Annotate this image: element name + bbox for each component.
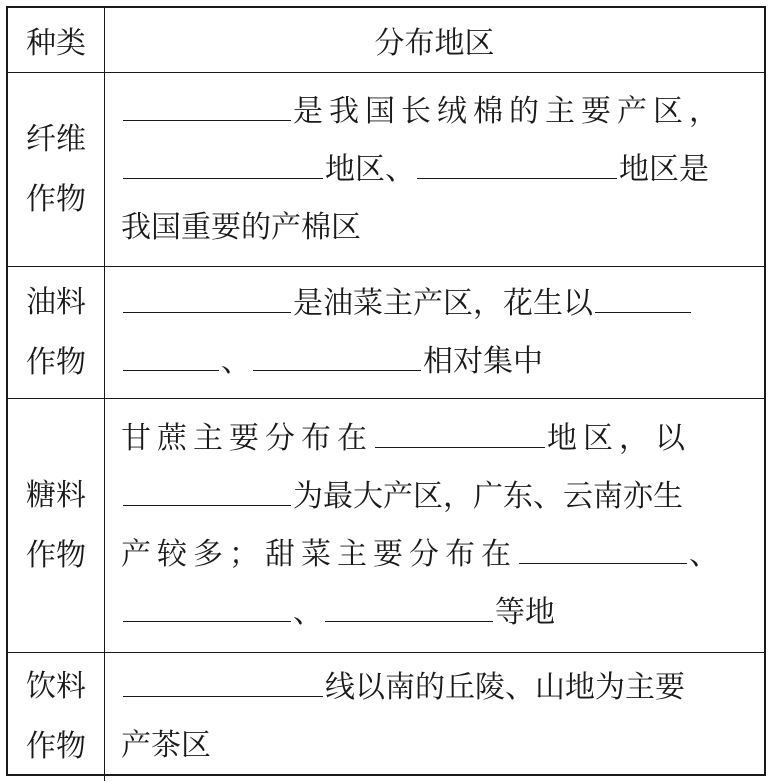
- table-row-oil: [8, 267, 764, 399]
- text-line: [121, 83, 752, 141]
- text-segment: 地区，以: [547, 420, 691, 456]
- crop-type-cell: [8, 73, 105, 267]
- text-line: [121, 410, 752, 468]
- table-row-beverage: [8, 653, 764, 782]
- crop-type-cell: [8, 399, 105, 653]
- fill-blank[interactable]: [595, 282, 691, 313]
- text-segment: 、: [689, 536, 719, 572]
- header-distribution-region: 分布地区: [105, 8, 765, 73]
- text-segment: 是油菜主产区，花生以: [293, 285, 593, 321]
- header-crop-type: 种类: [8, 8, 105, 73]
- crop-type-line: 作物: [26, 729, 86, 764]
- text-segment: 产较多；甜菜主要分布在: [121, 536, 517, 572]
- fill-blank[interactable]: [417, 148, 617, 179]
- fill-blank[interactable]: [123, 591, 291, 622]
- crop-type-line: 作物: [26, 344, 86, 380]
- crop-type-line: 油料: [26, 284, 86, 320]
- crop-type-line: 纤维: [26, 121, 86, 157]
- table: [8, 8, 764, 781]
- text-line: [121, 199, 752, 257]
- text-line: [121, 333, 752, 391]
- text-segment: 为最大产区，广东、云南亦生: [293, 478, 683, 514]
- table-header-row: [8, 8, 764, 73]
- text-line: [121, 526, 752, 584]
- text-segment: 等地: [495, 594, 555, 630]
- text-segment: 产茶区: [121, 728, 211, 763]
- crop-type-cell: [8, 267, 105, 399]
- fill-blank[interactable]: [123, 282, 291, 313]
- distribution-cell: [105, 73, 765, 267]
- crop-type-line: 作物: [26, 537, 86, 573]
- text-line: [121, 275, 752, 333]
- text-segment: 地区、: [325, 151, 415, 187]
- fill-blank[interactable]: [123, 475, 291, 506]
- text-line: [121, 141, 752, 199]
- fill-blank[interactable]: [375, 417, 545, 448]
- crop-type-line: 饮料: [26, 669, 86, 704]
- text-line: [121, 468, 752, 526]
- fill-blank[interactable]: [123, 340, 219, 371]
- table-row-fiber: [8, 73, 764, 267]
- text-segment: 是我国长绒棉的主要产区，: [293, 93, 725, 129]
- crop-type-cell: [8, 653, 105, 782]
- text-segment: 、: [293, 594, 323, 630]
- distribution-cell: [105, 653, 765, 782]
- fill-blank[interactable]: [123, 148, 323, 179]
- text-segment: 甘蔗主要分布在: [121, 420, 373, 456]
- text-line: [121, 584, 752, 642]
- text-segment: 我国重要的产棉区: [121, 209, 361, 245]
- crop-type-line: 作物: [26, 181, 86, 217]
- distribution-cell: [105, 399, 765, 653]
- text-segment: 相对集中: [423, 343, 543, 379]
- text-segment: 、: [221, 343, 251, 379]
- fill-blank[interactable]: [325, 591, 493, 622]
- fill-blank[interactable]: [253, 340, 421, 371]
- fill-blank[interactable]: [519, 533, 687, 564]
- fill-blank[interactable]: [123, 90, 291, 121]
- distribution-cell: [105, 267, 765, 399]
- fill-blank[interactable]: [123, 666, 323, 697]
- crop-type-line: 糖料: [26, 477, 86, 513]
- text-segment: 地区是: [619, 151, 709, 187]
- table-row-sugar: [8, 399, 764, 653]
- text-line: [121, 659, 752, 717]
- crop-distribution-table: [6, 6, 766, 776]
- text-line: [121, 717, 752, 775]
- text-segment: 线以南的丘陵、山地为主要: [325, 670, 685, 705]
